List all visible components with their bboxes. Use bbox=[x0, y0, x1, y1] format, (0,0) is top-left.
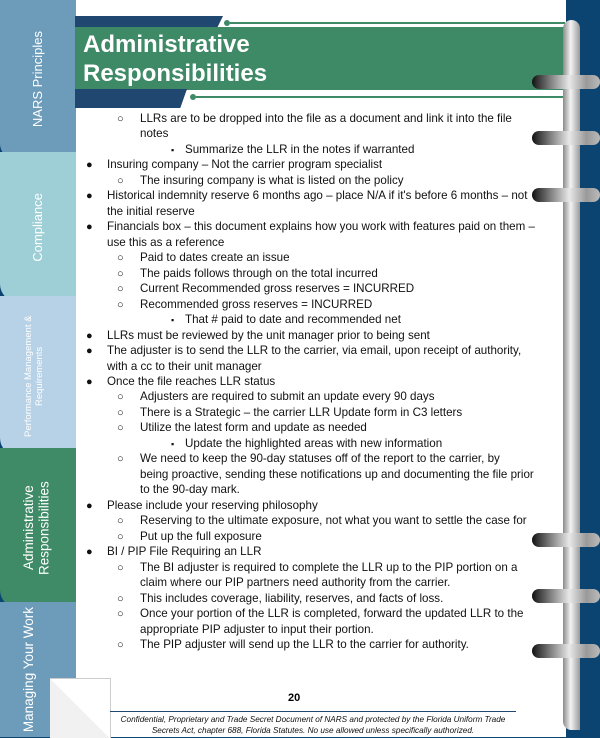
bullet-circle-icon: ○ bbox=[117, 608, 124, 621]
list-item-text: Reserving to the ultimate exposure, not what you want to settle the case for bbox=[140, 514, 527, 528]
list-item-text: notes bbox=[140, 127, 169, 141]
bullet-circle-icon: ○ bbox=[117, 561, 124, 574]
list-item-text: to the 90-day mark. bbox=[140, 483, 240, 497]
list-item-text: That # paid to date and recommended net bbox=[185, 313, 401, 327]
list-item-text: being proactive, sending these notifications up and documenting the file prior bbox=[140, 467, 534, 481]
list-item-text: The paids follows through on the total incurred bbox=[140, 266, 378, 280]
tab-compliance[interactable] bbox=[0, 152, 76, 302]
list-item-text: The insuring company is what is listed on the policy bbox=[140, 173, 404, 187]
binder-ring bbox=[532, 589, 600, 603]
bullet-circle-icon: ○ bbox=[117, 453, 124, 466]
bullet-square-icon: ▪ bbox=[171, 438, 175, 449]
list-item-text: Once the file reaches LLR status bbox=[107, 374, 276, 388]
bullet-circle-icon: ○ bbox=[117, 298, 124, 311]
bullet-disc-icon: ● bbox=[86, 546, 93, 559]
list-item-text: with a cc to their unit manager bbox=[107, 359, 262, 373]
binder-ring bbox=[532, 75, 600, 89]
list-item-text: The BI adjuster is required to complete the LLR up to the PIP portion on a bbox=[140, 560, 518, 574]
bullet-circle-icon: ○ bbox=[117, 391, 124, 404]
tab-label: NARS Principles bbox=[29, 30, 45, 128]
page-title: Administrative Responsibilities bbox=[83, 31, 268, 87]
tab-label: Compliance bbox=[29, 192, 45, 262]
decor-line bbox=[196, 96, 565, 98]
page-curl bbox=[50, 678, 111, 738]
list-item-text: Update the highlighted areas with new information bbox=[185, 436, 443, 450]
bullet-disc-icon: ● bbox=[86, 159, 93, 172]
binder-ring bbox=[532, 188, 600, 202]
list-item-text: Utilize the latest form and update as needed bbox=[140, 421, 367, 435]
bullet-circle-icon: ○ bbox=[117, 406, 124, 419]
footer-divider bbox=[110, 711, 516, 712]
list-item-text: Insuring company – Not the carrier program specialist bbox=[107, 158, 383, 172]
bullet-disc-icon: ● bbox=[86, 375, 93, 388]
tab-administrative-responsibilities[interactable] bbox=[0, 448, 76, 608]
tab-performance-management[interactable] bbox=[0, 296, 76, 456]
list-item-text: use this as a reference bbox=[107, 235, 225, 249]
bullet-disc-icon: ● bbox=[86, 221, 93, 234]
binder-ring bbox=[532, 131, 600, 145]
list-item-text: We need to keep the 90-day statuses off of the report to the carrier, by bbox=[140, 452, 500, 466]
bullet-circle-icon: ○ bbox=[117, 267, 124, 280]
list-item-text: Put up the full exposure bbox=[140, 529, 262, 543]
bullet-disc-icon: ● bbox=[86, 499, 93, 512]
bullet-circle-icon: ○ bbox=[117, 252, 124, 265]
bullet-circle-icon: ○ bbox=[117, 592, 124, 605]
list-item-text: Adjusters are required to submit an update every 90 days bbox=[140, 390, 435, 404]
list-item-text: There is a Strategic – the carrier LLR Update form in C3 letters bbox=[140, 405, 463, 419]
bullet-circle-icon: ○ bbox=[117, 638, 124, 651]
tab-nars-principles[interactable] bbox=[0, 0, 76, 158]
tab-label: Administrative Responsibilities bbox=[21, 481, 52, 575]
binder-spine bbox=[563, 20, 580, 730]
tab-label: Performance Management & Requirements bbox=[23, 315, 45, 437]
list-item-text: BI / PIP File Requiring an LLR bbox=[107, 545, 262, 559]
list-item-text: Summarize the LLR in the notes if warranted bbox=[185, 142, 415, 156]
list-item-text: appropriate PIP adjuster to input their portion. bbox=[140, 622, 374, 636]
list-item-text: Historical indemnity reserve 6 months ago – place N/A if it's before 6 months – not bbox=[107, 189, 528, 203]
list-item-text: claim where our PIP partners need authority from the carrier. bbox=[140, 576, 451, 590]
list-item-text: LLRs must be reviewed by the unit manager prior to being sent bbox=[107, 328, 430, 342]
bullet-square-icon: ▪ bbox=[171, 144, 175, 155]
bullet-circle-icon: ○ bbox=[117, 113, 124, 125]
page-number: 20 bbox=[288, 692, 301, 704]
bullet-disc-icon: ● bbox=[86, 190, 93, 203]
list-item-text: the initial reserve bbox=[107, 204, 195, 218]
bullet-circle-icon: ○ bbox=[117, 422, 124, 435]
list-item-text: The PIP adjuster will send up the LLR to the carrier for authority. bbox=[140, 637, 469, 651]
list-item-text: Financials box – this document explains how you work with features paid on them – bbox=[107, 220, 535, 234]
binder-ring bbox=[532, 644, 600, 658]
list-item-text: Once your portion of the LLR is completed, forward the updated LLR to the bbox=[140, 607, 524, 621]
bullet-circle-icon: ○ bbox=[117, 283, 124, 296]
decor-line bbox=[230, 22, 565, 24]
list-item-text: Recommended gross reserves = INCURRED bbox=[140, 297, 373, 311]
list-item-text: LLRs are to be dropped into the file as a document and link it into the file bbox=[140, 112, 512, 125]
bullet-circle-icon: ○ bbox=[117, 174, 124, 187]
list-item-text: Current Recommended gross reserves = INCURRED bbox=[140, 282, 415, 296]
list-item-text: Please include your reserving philosophy bbox=[107, 498, 318, 512]
list-item-text: Paid to dates create an issue bbox=[140, 251, 290, 265]
bullet-disc-icon: ● bbox=[86, 345, 93, 358]
banner-accent-bottom bbox=[75, 89, 187, 108]
bullet-disc-icon: ● bbox=[86, 329, 93, 342]
bullet-circle-icon: ○ bbox=[117, 530, 124, 543]
tab-label: Managing Your Work bbox=[21, 606, 36, 733]
title-banner bbox=[75, 27, 565, 90]
binder-ring bbox=[532, 533, 600, 547]
footer-confidentiality: Confidential, Proprietary and Trade Secret Document of NARS and protected by the Florida Uniform Trade Secrets Act, chapter 688, Florida Statutes. No use allowed unless specifically authorized. bbox=[120, 715, 506, 735]
bullet-circle-icon: ○ bbox=[117, 515, 124, 528]
bullet-square-icon: ▪ bbox=[171, 315, 175, 326]
list-item-text: This includes coverage, liability, reserves, and facts of loss. bbox=[140, 591, 444, 605]
list-item-text: The adjuster is to send the LLR to the carrier, via email, upon receipt of authority, bbox=[107, 344, 522, 358]
